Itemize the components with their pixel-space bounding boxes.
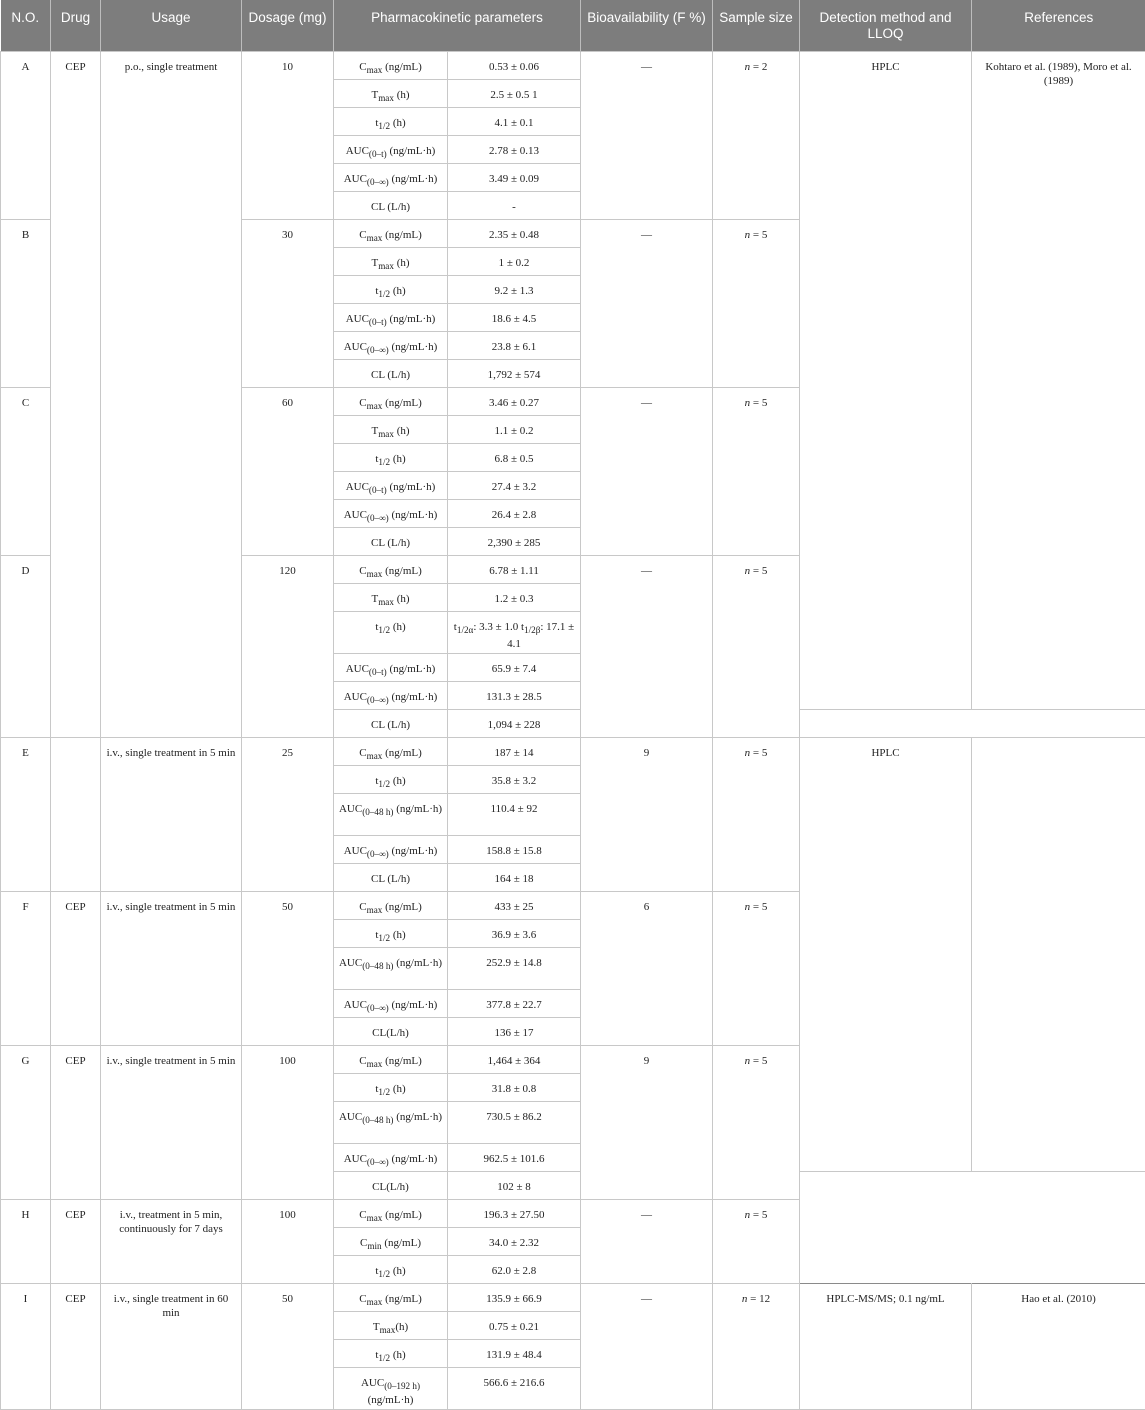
- row-no: E: [1, 737, 51, 891]
- row-sample-size: n = 5: [713, 219, 800, 387]
- row-dosage: 60: [242, 387, 334, 555]
- param-value: 136 ± 17: [448, 1017, 581, 1045]
- param-label: $C_{max}$ (ng/mL): [334, 1199, 448, 1227]
- param-value: 2.5 ± 0.5 1: [448, 79, 581, 107]
- param-value: 164 ± 18: [448, 863, 581, 891]
- param-label: $AUC_{(0-\infty)}$ (ng/mL·h): [334, 835, 448, 863]
- param-value: 110.4 ± 92: [448, 793, 581, 835]
- row-usage: [101, 555, 242, 737]
- param-label: CL (L/h): [334, 191, 448, 219]
- param-label: $AUC_{(0-48 h)}$ (ng/mL·h): [334, 1101, 448, 1143]
- param-value: 3.49 ± 0.09: [448, 163, 581, 191]
- row-reference: [972, 737, 1145, 1171]
- param-label: $AUC_{(0-\infty)}$ (ng/mL·h): [334, 989, 448, 1017]
- param-value: 34.0 ± 2.32: [448, 1227, 581, 1255]
- param-label: $C_{max}$ (ng/mL): [334, 737, 448, 765]
- param-label: $t_{1/2}$ (h): [334, 611, 448, 653]
- param-value: 962.5 ± 101.6: [448, 1143, 581, 1171]
- param-label: $AUC_{(0-t)}$ (ng/mL·h): [334, 471, 448, 499]
- row-reference: Kohtaro et al. (1989), Moro et al. (1989): [972, 51, 1145, 709]
- header-bioavailability: Bioavailability (F %): [581, 0, 713, 51]
- header-pk-params: Pharmacokinetic parameters: [334, 0, 581, 51]
- param-label: $C_{max}$ (ng/mL): [334, 51, 448, 79]
- row-usage: [101, 219, 242, 387]
- param-label: $AUC_{(0-t)}$ (ng/mL·h): [334, 653, 448, 681]
- row-drug: [51, 737, 101, 891]
- param-label: $AUC_{(0-\infty)}$ (ng/mL·h): [334, 331, 448, 359]
- param-value: 2.78 ± 0.13: [448, 135, 581, 163]
- row-no: H: [1, 1199, 51, 1283]
- row-dosage: 10: [242, 51, 334, 219]
- row-bioavailability: —: [581, 1283, 713, 1409]
- row-dosage: 100: [242, 1199, 334, 1283]
- param-label: $t_{1/2}$ (h): [334, 1255, 448, 1283]
- row-bioavailability: 9: [581, 737, 713, 891]
- param-value: 9.2 ± 1.3: [448, 275, 581, 303]
- row-sample-size: n = 5: [713, 1045, 800, 1199]
- param-value: 0.53 ± 0.06: [448, 51, 581, 79]
- param-value: 1.2 ± 0.3: [448, 583, 581, 611]
- param-value: 1,464 ± 364: [448, 1045, 581, 1073]
- row-drug: CEP: [51, 1283, 101, 1409]
- row-usage: i.v., single treatment in 60 min: [101, 1283, 242, 1409]
- header-dosage: Dosage (mg): [242, 0, 334, 51]
- row-bioavailability: —: [581, 387, 713, 555]
- row-sample-size: n = 12: [713, 1283, 800, 1409]
- row-sample-size: n = 5: [713, 737, 800, 891]
- param-value: 23.8 ± 6.1: [448, 331, 581, 359]
- row-usage: p.o., single treatment: [101, 51, 242, 219]
- param-label: $C_{max}$ (ng/mL): [334, 555, 448, 583]
- param-value: 158.8 ± 15.8: [448, 835, 581, 863]
- table-row: [1, 1283, 1145, 1311]
- row-dosage: 50: [242, 1283, 334, 1409]
- row-drug: [51, 219, 101, 387]
- row-detection: HPLC-MS/MS; 0.1 ng/mL: [800, 1283, 972, 1409]
- row-detection: HPLC: [800, 51, 972, 709]
- param-value: 31.8 ± 0.8: [448, 1073, 581, 1101]
- param-label: CL(L/h): [334, 1017, 448, 1045]
- param-value: 2.35 ± 0.48: [448, 219, 581, 247]
- row-usage: i.v., single treatment in 5 min: [101, 891, 242, 1045]
- param-label: CL (L/h): [334, 359, 448, 387]
- row-sample-size: n = 5: [713, 1199, 800, 1283]
- header-no: N.O.: [1, 0, 51, 51]
- param-label: $AUC_{(0-\infty)}$ (ng/mL·h): [334, 681, 448, 709]
- param-label: $C_{max}$ (ng/mL): [334, 219, 448, 247]
- param-value: 187 ± 14: [448, 737, 581, 765]
- param-value: 3.46 ± 0.27: [448, 387, 581, 415]
- param-value: 131.9 ± 48.4: [448, 1339, 581, 1367]
- param-label: $C_{max}$ (ng/mL): [334, 387, 448, 415]
- row-reference: Hao et al. (2010): [972, 1283, 1145, 1409]
- row-no: C: [1, 387, 51, 555]
- param-label: $t_{1/2}$ (h): [334, 107, 448, 135]
- param-label: $T_{max}$ (h): [334, 415, 448, 443]
- header-sample-size: Sample size: [713, 0, 800, 51]
- header-row: [1, 0, 1145, 51]
- row-no: G: [1, 1045, 51, 1199]
- param-label: $AUC_{(0-192 h)}$ (ng/mL·h): [334, 1367, 448, 1409]
- param-value: 566.6 ± 216.6: [448, 1367, 581, 1409]
- header-drug: Drug: [51, 0, 101, 51]
- param-value: 135.9 ± 66.9: [448, 1283, 581, 1311]
- row-drug: CEP: [51, 891, 101, 1045]
- row-bioavailability: —: [581, 219, 713, 387]
- param-value: -: [448, 191, 581, 219]
- row-drug: CEP: [51, 1045, 101, 1199]
- param-value: 0.75 ± 0.21: [448, 1311, 581, 1339]
- row-bioavailability: 6: [581, 891, 713, 1045]
- table-row: [1, 1199, 1145, 1227]
- param-label: $AUC_{(0-\infty)}$ (ng/mL·h): [334, 163, 448, 191]
- param-value: 35.8 ± 3.2: [448, 765, 581, 793]
- param-label: $AUC_{(0-t)}$ (ng/mL·h): [334, 135, 448, 163]
- param-label: $t_{1/2}$ (h): [334, 443, 448, 471]
- row-usage: i.v., treatment in 5 min, continuously for 7 days: [101, 1199, 242, 1283]
- param-label: CL (L/h): [334, 863, 448, 891]
- row-drug: CEP: [51, 1199, 101, 1283]
- row-dosage: 100: [242, 1045, 334, 1199]
- param-label: $t_{1/2}$ (h): [334, 1339, 448, 1367]
- param-value: 27.4 ± 3.2: [448, 471, 581, 499]
- param-value: 196.3 ± 27.50: [448, 1199, 581, 1227]
- param-label: CL(L/h): [334, 1171, 448, 1199]
- row-sample-size: n = 2: [713, 51, 800, 219]
- param-value: 102 ± 8: [448, 1171, 581, 1199]
- param-label: $C_{max}$ (ng/mL): [334, 1283, 448, 1311]
- row-drug: CEP: [51, 51, 101, 219]
- param-value: 6.8 ± 0.5: [448, 443, 581, 471]
- param-label: $AUC_{(0-t)}$ (ng/mL·h): [334, 303, 448, 331]
- row-drug: [51, 555, 101, 737]
- param-value: 4.1 ± 0.1: [448, 107, 581, 135]
- row-no: D: [1, 555, 51, 737]
- param-value: 730.5 ± 86.2: [448, 1101, 581, 1143]
- param-label: $t_{1/2}$ (h): [334, 765, 448, 793]
- param-value: 377.8 ± 22.7: [448, 989, 581, 1017]
- row-usage: i.v., single treatment in 5 min: [101, 1045, 242, 1199]
- param-label: CL (L/h): [334, 709, 448, 737]
- row-drug: [51, 387, 101, 555]
- param-label: CL (L/h): [334, 527, 448, 555]
- param-value: 433 ± 25: [448, 891, 581, 919]
- param-label: $T_{max}$ (h): [334, 79, 448, 107]
- row-dosage: 50: [242, 891, 334, 1045]
- row-no: A: [1, 51, 51, 219]
- param-value: 131.3 ± 28.5: [448, 681, 581, 709]
- param-label: $T_{max}$ (h): [334, 583, 448, 611]
- row-no: B: [1, 219, 51, 387]
- row-bioavailability: 9: [581, 1045, 713, 1199]
- param-label: $t_{1/2}$ (h): [334, 919, 448, 947]
- table-row: [1, 737, 1145, 765]
- row-dosage: 25: [242, 737, 334, 891]
- param-value: 26.4 ± 2.8: [448, 499, 581, 527]
- row-detection: HPLC: [800, 737, 972, 1171]
- row-bioavailability: —: [581, 555, 713, 737]
- param-label: $AUC_{(0-48 h)}$ (ng/mL·h): [334, 947, 448, 989]
- param-label: $t_{1/2}$ (h): [334, 1073, 448, 1101]
- row-bioavailability: —: [581, 1199, 713, 1283]
- param-value: 18.6 ± 4.5: [448, 303, 581, 331]
- param-value: 2,390 ± 285: [448, 527, 581, 555]
- param-value: 36.9 ± 3.6: [448, 919, 581, 947]
- row-sample-size: n = 5: [713, 387, 800, 555]
- row-dosage: 120: [242, 555, 334, 737]
- header-detection: Detection method and LLOQ: [800, 0, 972, 51]
- param-value: 62.0 ± 2.8: [448, 1255, 581, 1283]
- row-sample-size: n = 5: [713, 891, 800, 1045]
- param-value: $t_{1/2\alpha}$: 3.3 ± 1.0 $t_{1/2\beta}$: 17.1 ± 4.1: [448, 611, 581, 653]
- param-value: 6.78 ± 1.11: [448, 555, 581, 583]
- param-label: $AUC_{(0-\infty)}$ (ng/mL·h): [334, 499, 448, 527]
- row-dosage: 30: [242, 219, 334, 387]
- header-references: References: [972, 0, 1145, 51]
- param-label: $C_{min}$ (ng/mL): [334, 1227, 448, 1255]
- param-label: $C_{max}$ (ng/mL): [334, 1045, 448, 1073]
- param-label: $T_{max}$ (h): [334, 247, 448, 275]
- row-usage: [101, 387, 242, 555]
- param-value: 1 ± 0.2: [448, 247, 581, 275]
- param-value: 65.9 ± 7.4: [448, 653, 581, 681]
- param-label: $t_{1/2}$ (h): [334, 275, 448, 303]
- param-value: 1.1 ± 0.2: [448, 415, 581, 443]
- param-value: 1,792 ± 574: [448, 359, 581, 387]
- header-usage: Usage: [101, 0, 242, 51]
- table-row: [1, 51, 1145, 79]
- param-value: 1,094 ± 228: [448, 709, 581, 737]
- row-usage: i.v., single treatment in 5 min: [101, 737, 242, 891]
- param-label: $T_{max}(h)$: [334, 1311, 448, 1339]
- row-sample-size: n = 5: [713, 555, 800, 737]
- param-label: $C_{max}$ (ng/mL): [334, 891, 448, 919]
- row-no: I: [1, 1283, 51, 1409]
- param-value: 252.9 ± 14.8: [448, 947, 581, 989]
- row-bioavailability: —: [581, 51, 713, 219]
- row-no: F: [1, 891, 51, 1045]
- param-label: $AUC_{(0-\infty)}$ (ng/mL·h): [334, 1143, 448, 1171]
- param-label: $AUC_{(0-48 h)}$ (ng/mL·h): [334, 793, 448, 835]
